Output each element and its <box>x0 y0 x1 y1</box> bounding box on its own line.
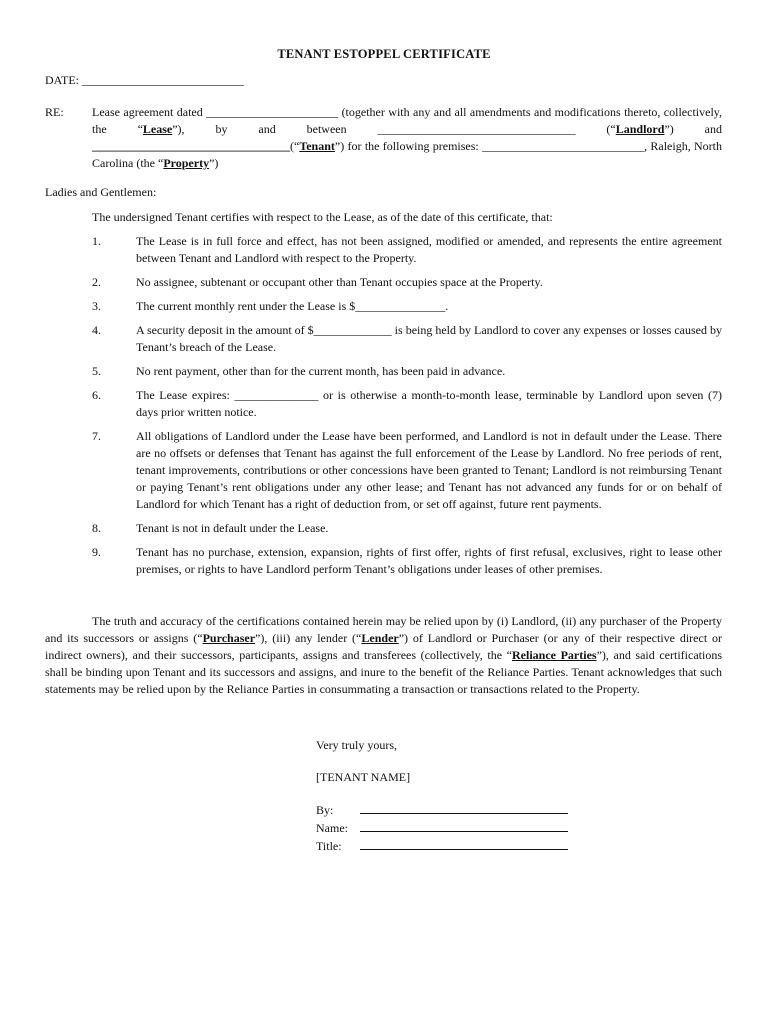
date-line: DATE: ___________________________ <box>45 73 244 87</box>
by-label: By: <box>316 803 334 817</box>
salutation: Ladies and Gentlemen: <box>45 185 157 199</box>
re-text-3: ”) and <box>664 122 722 136</box>
closing-text-1: The truth and accuracy of the certifications contained herein may be relied upon by (i) Landlord, (ii) any purchaser of the Property and its successors or assigns (“ <box>45 614 722 645</box>
closing-paragraph <box>45 613 722 698</box>
re-text-7: ”) <box>209 156 219 170</box>
list-item <box>92 387 722 421</box>
item-text: All obligations of Landlord under the Lease have been performed, and Landlord is not in default under the Lease. There are no offsets or defenses that Tenant has against the full enforcement of the Lease by Landlord. No free periods of rent, tenant improvements, contributions or other concessions have been granted to Tenant; Landlord is not reimbursing Tenant or paying Tenant’s rent obligations under any other lease; and Tenant has not advanced any funds for or on behalf of Landlord for which Tenant has a right of deduction from, or set off against, future rent payments. <box>136 429 722 511</box>
intro-sentence: The undersigned Tenant certifies with respect to the Lease, as of the date of this certificate, that: <box>92 210 553 224</box>
item-number: 4. <box>92 323 101 337</box>
title-signature-line[interactable] <box>360 837 568 850</box>
certification-list <box>92 233 722 578</box>
re-text-5: ”) for the following premises: <box>334 139 483 153</box>
re-text-4: (“ <box>290 139 300 153</box>
list-item <box>92 520 722 537</box>
list-item <box>92 298 722 315</box>
item-text: Tenant has no purchase, extension, expansion, rights of first offer, rights of first refusal, exclusives, right to lease other premises, or rights to have Landlord perform Tenant’s obligations under leases of other premises. <box>136 545 722 576</box>
name-signature-line[interactable] <box>360 819 568 832</box>
item-number: 9. <box>92 545 101 559</box>
item-text: The current monthly rent under the Lease is $_______________. <box>136 299 449 313</box>
item-number: 8. <box>92 521 101 535</box>
lender-term: Lender <box>361 631 399 645</box>
item-number: 5. <box>92 364 101 378</box>
document-title: TENANT ESTOPPEL CERTIFICATE <box>277 47 491 61</box>
name-row <box>316 819 568 837</box>
item-number: 6. <box>92 388 101 402</box>
title-row <box>316 837 568 855</box>
item-text: No rent payment, other than for the current month, has been paid in advance. <box>136 364 506 378</box>
item-number: 1. <box>92 234 101 248</box>
re-paragraph <box>92 104 722 172</box>
sign-off: Very truly yours, <box>316 738 397 752</box>
item-text: No assignee, subtenant or occupant other than Tenant occupies space at the Property. <box>136 275 543 289</box>
tenant-name-placeholder: [TENANT NAME] <box>316 770 411 784</box>
by-signature-line[interactable] <box>360 801 568 814</box>
tenant-term: Tenant <box>299 139 335 153</box>
list-item <box>92 274 722 291</box>
purchaser-term: Purchaser <box>202 631 256 645</box>
re-label: RE: <box>45 105 64 119</box>
property-term: Property <box>163 156 210 170</box>
list-item <box>92 544 722 578</box>
list-item <box>92 322 722 356</box>
item-number: 7. <box>92 429 101 443</box>
list-item <box>92 363 722 380</box>
title-label: Title: <box>316 839 342 853</box>
item-number: 2. <box>92 275 101 289</box>
item-text: Tenant is not in default under the Lease. <box>136 521 329 535</box>
by-row <box>316 801 568 819</box>
signature-block <box>316 801 568 855</box>
closing-text-2: ”), (iii) any lender (“ <box>255 631 362 645</box>
item-text: The Lease expires: ______________ or is otherwise a month-to-month lease, terminable by Landlord upon seven (7) days prior written notice. <box>136 388 722 419</box>
item-text: A security deposit in the amount of $_____________ is being held by Landlord to cover any expenses or losses caused by Tenant’s breach of the Lease. <box>136 323 722 354</box>
premises-blank: ___________________________ <box>482 139 645 153</box>
reliance-parties-term: Reliance Parties <box>512 648 597 662</box>
closing-text-3: ”) of Landlord or Purchaser (or any of their respective direct or indirect owners), and their successors, participants, assigns and transferees (collectively, the “ <box>45 631 722 662</box>
list-item <box>92 428 722 513</box>
list-item <box>92 233 722 267</box>
re-text-6: , Raleigh, North Carolina (the “ <box>92 139 722 170</box>
item-text: The Lease is in full force and effect, has not been assigned, modified or amended, and represents the entire agreement between Tenant and Landlord with respect to the Property. <box>136 234 722 265</box>
landlord-term: Landlord <box>615 122 665 136</box>
name-label: Name: <box>316 821 348 835</box>
re-text-2: ”), by and between _________________________________ (“ <box>172 122 616 136</box>
re-text-1: Lease agreement dated ______________________ (together with any and all amendments and modifications thereto, collectively, the “ <box>92 105 722 136</box>
closing-text-4: ”), and said certifications shall be binding upon Tenant and its successors and assigns, and inure to the benefit of the Reliance Parties. Tenant acknowledges that such statements may be relied upon by the Reliance Parties in consummating a transaction or transactions related to the Property. <box>45 648 722 696</box>
lease-term: Lease <box>142 122 173 136</box>
item-number: 3. <box>92 299 101 313</box>
tenant-blank: _________________________________ <box>92 139 290 153</box>
